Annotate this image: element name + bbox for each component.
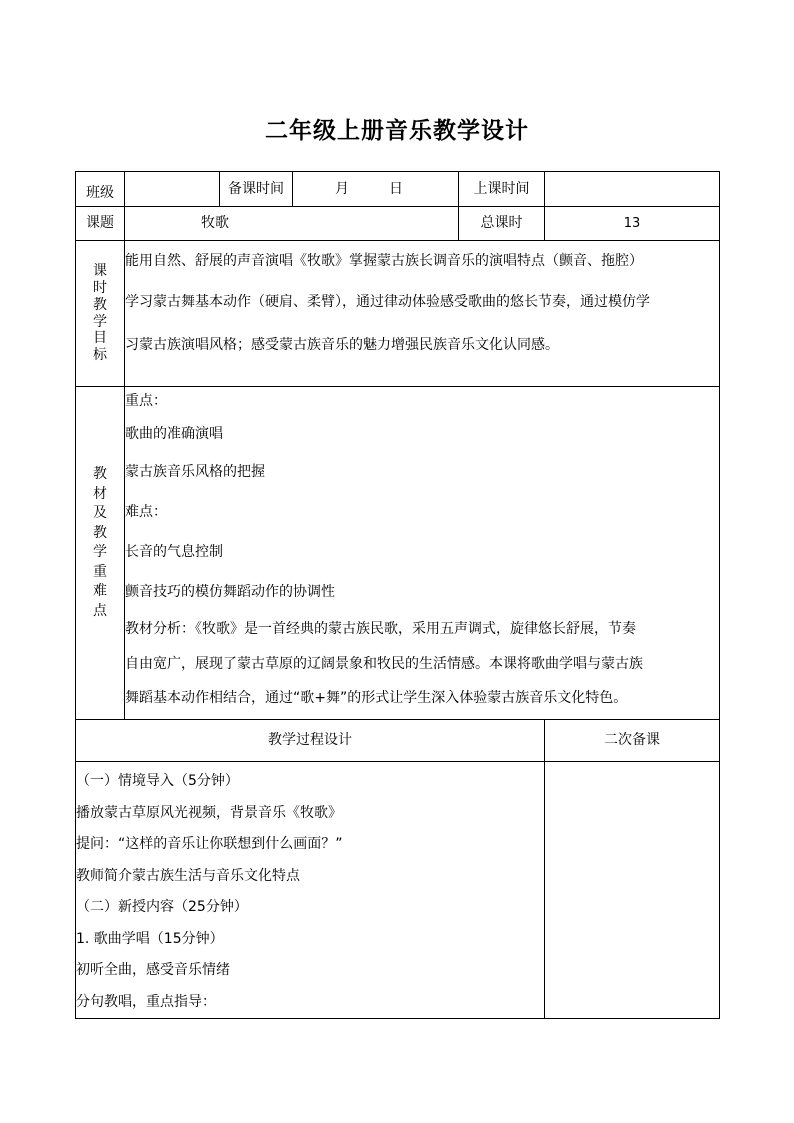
process-text (76, 762, 545, 1019)
topic-text: 牧歌 (201, 215, 229, 232)
key-points-text (125, 387, 720, 720)
key-points-line: 教材分析：《牧歌》是一首经典的蒙古族民歌，采用五声调式，旋律悠长舒展，节奏 (125, 621, 636, 637)
goals-line: 能用自然、舒展的声音演唱《牧歌》掌握蒙古族长调音乐的演唱特点（颤音、拖腔） (125, 253, 643, 269)
goals-line: 习蒙古族演唱风格；感受蒙古族音乐的魅力增强民族音乐文化认同感。 (125, 337, 559, 353)
process-design-label: 教学过程设计 (76, 720, 545, 762)
key-points-line: 蒙古族音乐风格的把握 (125, 464, 265, 480)
process-line: 分句教唱，重点指导： (76, 993, 216, 1010)
lesson-time-value[interactable] (545, 172, 720, 207)
key-points-line: 自由宽广，展现了蒙古草原的辽阔景象和牧民的生活情感。本课将歌曲学唱与蒙古族 (125, 656, 643, 672)
goals-line: 学习蒙古舞基本动作（硬肩、柔臂），通过律动体验感受歌曲的悠长节奏，通过模仿学 (125, 294, 650, 310)
key-points-line: 颤音技巧的模仿舞蹈动作的协调性 (125, 583, 335, 600)
process-header-row (76, 720, 720, 762)
header-row-2 (76, 207, 720, 241)
total-hours-value[interactable]: 13 (545, 207, 720, 241)
page-title: 二年级上册音乐教学设计 (265, 118, 529, 144)
class-value[interactable] (125, 172, 220, 207)
day-label: 日 (389, 180, 403, 197)
process-line: （一）情境导入（5分钟） (76, 773, 239, 789)
topic-value[interactable] (125, 207, 459, 241)
prep-time-value[interactable] (293, 172, 459, 207)
process-line: 初听全曲，感受音乐情绪 (76, 962, 230, 978)
lesson-time-label: 上课时间 (459, 172, 545, 207)
process-line: 播放蒙古草原风光视频，背景音乐《牧歌》 (76, 804, 342, 821)
second-prep-value[interactable] (545, 762, 720, 1019)
goals-label: 课时教学目标 (76, 241, 125, 387)
process-line: 教师简介蒙古族生活与音乐文化特点 (76, 867, 300, 884)
key-points-row (76, 387, 720, 720)
process-line: （二）新授内容（25分钟） (76, 899, 248, 915)
class-label: 班级 (76, 172, 125, 207)
header-row-1 (76, 172, 720, 207)
key-points-label: 教材及教学重难点 (76, 387, 125, 720)
process-line: 1. 歌曲学唱（15分钟） (76, 930, 224, 947)
process-row (76, 762, 720, 1019)
key-points-line: 歌曲的准确演唱 (125, 426, 223, 442)
goals-text (125, 241, 720, 387)
key-points-line: 难点： (125, 503, 167, 520)
topic-label: 课题 (76, 207, 125, 241)
second-prep-label: 二次备课 (545, 720, 720, 762)
key-points-line: 舞蹈基本动作相结合，通过“歌+舞”的形式让学生深入体验蒙古族音乐文化特色。 (125, 690, 628, 706)
prep-time-label: 备课时间 (220, 172, 293, 207)
goals-row (76, 241, 720, 387)
total-hours-label: 总课时 (459, 207, 545, 241)
process-line: 提问：“这样的音乐让你联想到什么画面？” (76, 836, 343, 852)
key-points-line: 长音的气息控制 (125, 543, 223, 560)
lesson-plan-table (75, 171, 720, 1019)
month-label: 月 (335, 180, 349, 197)
key-points-line: 重点： (125, 393, 167, 409)
